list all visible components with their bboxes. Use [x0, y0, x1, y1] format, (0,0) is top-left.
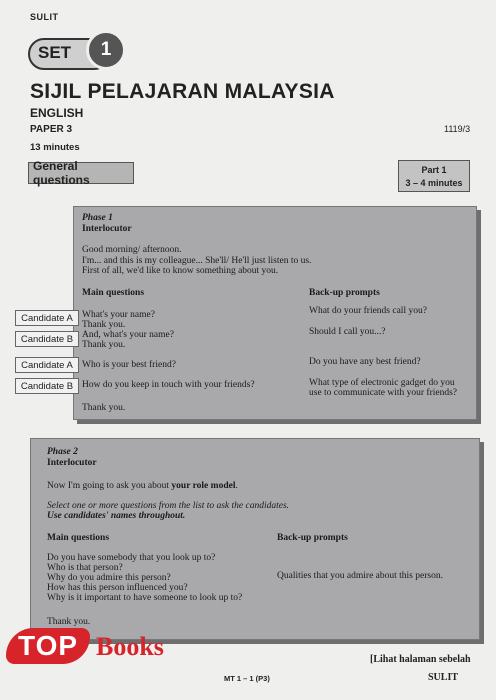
page-title: SIJIL PELAJARAN MALAYSIA	[30, 80, 335, 103]
phase2-instruction-bold: Use candidates' names throughout.	[47, 511, 186, 521]
part-time: 3 – 4 minutes	[405, 178, 463, 188]
backup-prompts-heading: Back-up prompts	[309, 288, 380, 298]
phase2-title: Phase 2	[47, 447, 78, 457]
phase1-intro-line: Good morning/ afternoon.	[82, 245, 182, 255]
main-questions-heading: Main questions	[82, 288, 145, 298]
phase2-question: Do you have somebody that you look up to?	[47, 553, 216, 563]
paper-label: PAPER 3	[30, 124, 73, 135]
main-question: Thank you.	[82, 340, 126, 350]
backup-prompt: Qualities that you admire about this person.	[277, 571, 443, 581]
main-question: Who is your best friend?	[82, 360, 176, 370]
phase2-instruction: Select one or more questions from the list to ask the candidates.	[47, 501, 290, 511]
phase1-role: Interlocutor	[82, 224, 132, 234]
phase2-panel	[30, 438, 480, 640]
closing-text: Thank you.	[47, 617, 91, 627]
backup-prompt: Should I call you...?	[309, 327, 386, 337]
main-questions-heading: Main questions	[47, 533, 110, 543]
main-question: What's your name?	[82, 310, 155, 320]
footer-sulit: SULIT	[428, 672, 459, 683]
backup-prompts-heading: Back-up prompts	[277, 533, 348, 543]
candidate-tag: Candidate B	[15, 378, 79, 394]
backup-prompt: What do your friends call you?	[309, 306, 427, 316]
general-questions-heading: General questions	[28, 162, 134, 184]
topbooks-logo-top: TOP	[6, 628, 90, 664]
phase1-panel	[73, 206, 477, 420]
part-box	[398, 160, 470, 192]
part-title: Part 1	[421, 165, 447, 175]
next-page-note: [Lihat halaman sebelah	[370, 654, 471, 665]
paper-code: 1119/3	[444, 124, 471, 134]
topbooks-logo-books: Books	[96, 632, 164, 661]
duration: 13 minutes	[30, 142, 80, 153]
main-question: How do you keep in touch with your friends?	[82, 380, 255, 390]
phase2-question: Why do you admire this person?	[47, 573, 171, 583]
subject: ENGLISH	[30, 106, 84, 120]
phase2-question: Who is that person?	[47, 563, 123, 573]
backup-prompt: What type of electronic gadget do you	[309, 378, 455, 388]
phase1-intro-line: First of all, we'd like to know something about you.	[82, 266, 279, 276]
phase2-intro: Now I'm going to ask you about your role model.	[47, 481, 238, 491]
phase1-intro-line: I'm... and this is my colleague... She'll/ He'll just listen to us.	[82, 256, 312, 266]
set-label: SET	[38, 43, 72, 62]
candidate-tag: Candidate A	[15, 310, 79, 326]
candidate-tag: Candidate B	[15, 331, 79, 347]
phase1-title: Phase 1	[82, 213, 113, 223]
set-number: 1	[86, 30, 126, 70]
phase2-role: Interlocutor	[47, 458, 97, 468]
candidate-tag: Candidate A	[15, 357, 79, 373]
page-code: MT 1 – 1 (P3)	[224, 674, 270, 683]
sulit-label: SULIT	[30, 12, 59, 22]
main-question: Thank you.	[82, 320, 126, 330]
phase2-question: Why is it important to have someone to look up to?	[47, 593, 243, 603]
main-question: And, what's your name?	[82, 330, 174, 340]
phase2-question: How has this person influenced you?	[47, 583, 188, 593]
backup-prompt: Do you have any best friend?	[309, 357, 421, 367]
backup-prompt: use to communicate with your friends?	[309, 388, 458, 398]
closing-text: Thank you.	[82, 403, 126, 413]
